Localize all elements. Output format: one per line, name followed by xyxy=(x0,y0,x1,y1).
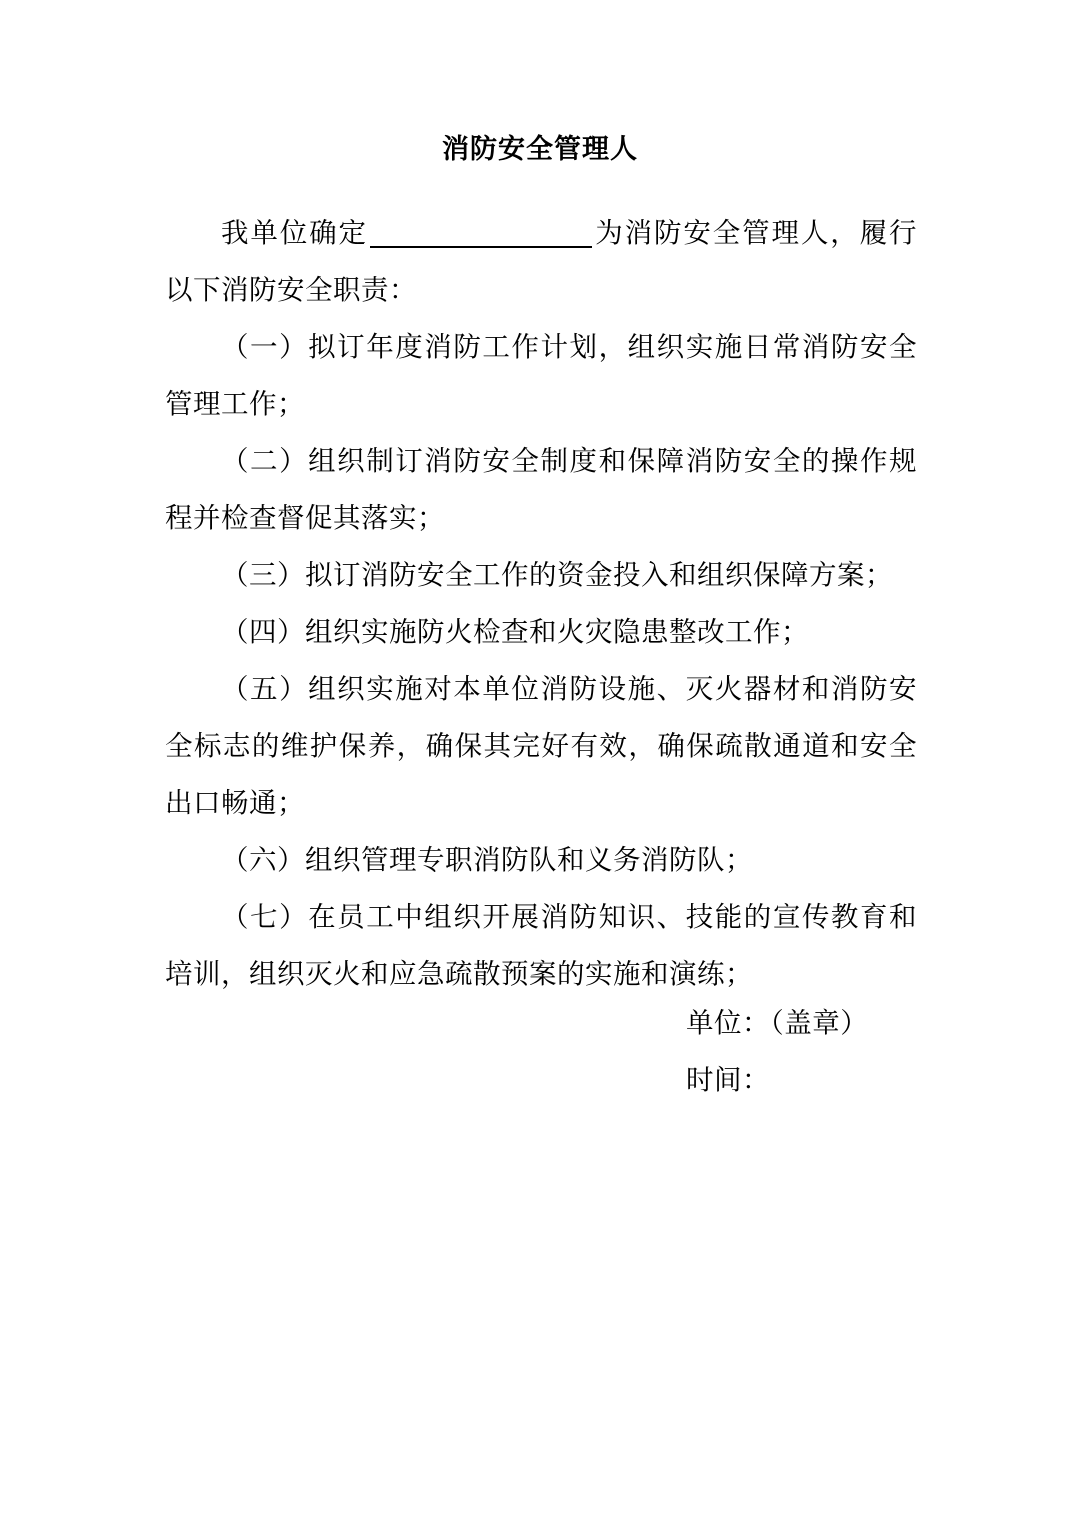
intro-paragraph xyxy=(165,205,917,319)
signature-time-label: 时间： xyxy=(686,1064,770,1096)
duty-item-7: （七）在员工中组织开展消防知识、技能的宣传教育和培训，组织灭火和应急疏散预案的实施和演练； xyxy=(165,901,917,990)
intro-text-before: 我单位确定 xyxy=(221,217,368,249)
intro-text-after: 为消防安全管理人，履行以下消防安全职责： xyxy=(165,217,917,306)
document-body xyxy=(165,205,917,1003)
duty-item-1: （一）拟订年度消防工作计划，组织实施日常消防安全管理工作； xyxy=(165,331,917,420)
duty-item-2: （二）组织制订消防安全制度和保障消防安全的操作规程并检查督促其落实； xyxy=(165,445,917,534)
duty-item-6: （六）组织管理专职消防队和义务消防队； xyxy=(221,844,753,876)
duty-item-5: （五）组织实施对本单位消防设施、灭火器材和消防安全标志的维护保养，确保其完好有效，确保疏散通道和安全出口畅通； xyxy=(165,673,917,819)
duty-item-3: （三）拟订消防安全工作的资金投入和组织保障方案； xyxy=(221,559,893,591)
signature-unit-label: 单位：（盖章） xyxy=(686,1007,869,1039)
name-blank-line xyxy=(370,216,592,248)
duty-item-4: （四）组织实施防火检查和火灾隐患整改工作； xyxy=(221,616,809,648)
document-title: 消防安全管理人 xyxy=(442,134,638,165)
